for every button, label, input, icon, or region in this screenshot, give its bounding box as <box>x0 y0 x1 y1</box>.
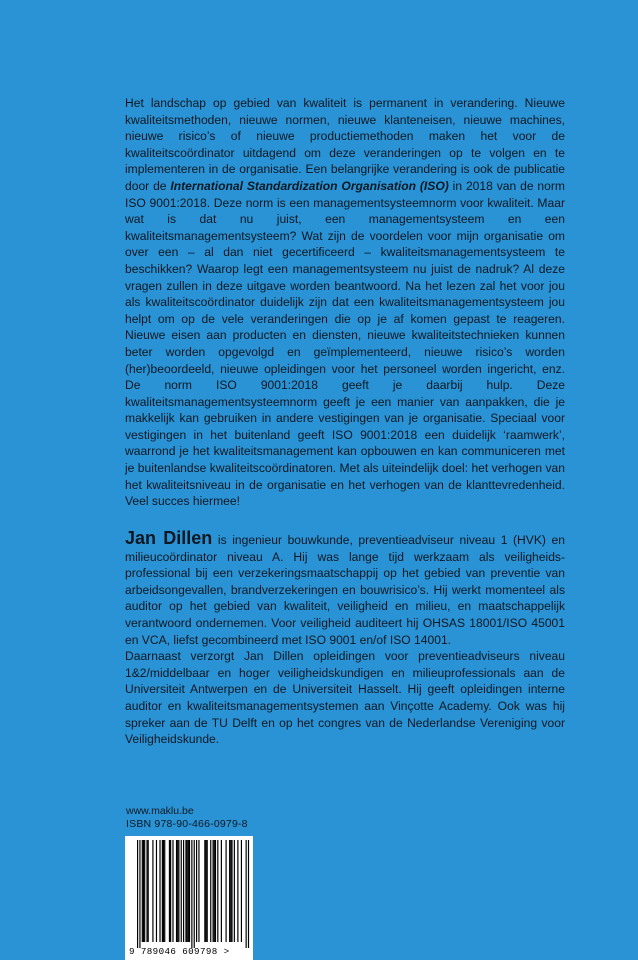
barcode-bar <box>246 840 247 948</box>
author-name: Jan Dillen <box>125 528 213 548</box>
barcode-bar <box>215 840 216 942</box>
barcode-bar <box>230 840 231 942</box>
isbn-label: ISBN 978-90-466-0979-8 <box>126 818 248 830</box>
barcode-bar <box>137 840 138 948</box>
barcode-bar <box>194 840 195 948</box>
barcode-bar <box>162 840 163 942</box>
barcode-bar <box>210 840 211 942</box>
barcode-bar <box>148 840 149 942</box>
barcode-bar <box>198 840 199 942</box>
barcode-bar <box>159 840 160 942</box>
blurb-text-part2: in 2018 van de norm ISO 9001:2018. Deze norm is een managementsysteemnorm voor kwaliteit. Maar wat is dat nu juist, een managementsysteem en een kwaliteitsmanagementsysteem? Wat zijn de voordelen voor mijn organisatie om over een – al dan niet gecertificeerd – kwaliteitsmanagementsysteem te beschikken? Waarop legt een managementsysteem nu juist de nadruk? Al deze vragen zullen in deze uitgave worden beantwoord. Na het lezen zal het voor jou als kwaliteitscoördinator duidelijk zijn dat een kwaliteitsmanagementsysteem jou helpt om op de vele veranderingen die op je af komen gepast te reageren. Nieuwe eisen aan producten en diensten, nieuwe kwaliteitstechnieken kunnen beter worden opgevolgd en geïmplementeerd, nieuwe risico’s worden (her)beoordeeld, nieuwe opleidingen voor het personeel worden ingericht, enz. De norm ISO 9001:2018 geeft je daarbij hulp. Deze kwaliteitsmanagementsysteemnorm geeft je een manier van aanpakken, die je makkelijk kan gebruiken in andere vestigingen van je organisatie. Speciaal voor vestigingen in het buitenland geeft ISO 9001:2018 een duidelijk ‘raamwerk’, waarrond je het kwaliteitsmanagement kan opbouwen en kan communiceren met je buitenlandse kwaliteitscoördinatoren. Met als uiteindelijk doel: het verhogen van het kwaliteitsniveau in de organisatie en het verhogen van de klanttevredenheid. Veel succes hiermee! <box>125 178 565 509</box>
barcode-bar <box>196 840 197 942</box>
barcode-bar <box>191 840 192 948</box>
barcode-bar <box>164 840 165 942</box>
barcode-bar <box>139 840 140 948</box>
barcode-bar <box>152 840 153 942</box>
barcode-bar <box>176 840 177 942</box>
barcode-bar <box>204 840 205 942</box>
barcode-bar <box>185 840 186 942</box>
barcode-bar <box>237 840 238 942</box>
barcode-bar <box>163 840 164 942</box>
barcode-bar <box>207 840 208 942</box>
barcode-bar <box>188 840 189 942</box>
back-cover-blurb <box>125 95 565 510</box>
barcode-bar <box>226 840 227 942</box>
barcode-bar <box>248 840 249 948</box>
barcode-bar <box>142 840 143 942</box>
barcode-bar <box>205 840 206 942</box>
barcode-bar <box>213 840 214 942</box>
barcode-number: 9 789046 609798 > <box>129 946 230 957</box>
bio-paragraph-1 <box>125 530 565 648</box>
bio-paragraph-2: Daarnaast verzorgt Jan Dillen opleidingen voor preventieadviseurs niveau 1&2/middelbaar en hoger veiligheidskundigen en milieuprofessionals aan de Universiteit Antwerpen en de Universiteit Hasselt. Hij geeft opleidingen interne auditor en kwaliteitsmanagementsystemen aan Vinçotte Academy. Ook was hij spreker aan de TU Delft en op het congres van de Nederlandse Vereniging voor Veiligheidskunde. <box>125 649 565 747</box>
barcode-bar <box>169 840 170 942</box>
barcode-bar <box>183 840 184 942</box>
bio-text-1: is ingenieur bouwkunde, preventieadviseur niveau 1 (HVK) en milieucoördinator niveau A. Hij was lange tijd werkzaam als veiligheidsprofessional bij een verzekeringsmaatschappij op het gebied van preventie van arbeidsongevallen, brandverzekeringen en bouwrisico’s. Hij werkt momenteel als auditor op het gebied van kwaliteit, veiligheid en milieu, en maatschappelijk verantwoord ondernemen. Voor veiligheid auditeert hij OHSAS 18001/ISO 45001 en VCA, liefst gecombineerd met ISO 9001 en/of ISO 14001. <box>125 533 566 647</box>
barcode-bar <box>146 840 147 942</box>
barcode-bar <box>229 840 230 942</box>
barcode-bar <box>234 840 235 942</box>
barcode-bar <box>170 840 171 942</box>
barcode-bar <box>144 840 145 942</box>
barcode-bar <box>231 840 232 942</box>
author-biography <box>125 530 565 748</box>
barcode-bar <box>241 840 242 942</box>
publisher-website[interactable]: www.maklu.be <box>126 805 194 817</box>
barcode-bar <box>189 840 190 942</box>
blurb-organisation-name: International Standardization Organisation (ISO) <box>170 178 449 193</box>
barcode-bar <box>172 840 173 942</box>
barcode-bar <box>177 840 178 942</box>
barcode-bar <box>187 840 188 942</box>
barcode-bar <box>214 840 215 942</box>
barcode-bar <box>143 840 144 942</box>
blurb-text-part1: Het landschap op gebied van kwaliteit is permanent in verandering. Nieuwe kwaliteitsmethoden, nieuwe normen, nieuwe klanteneisen, nieuwe machines, nieuwe risico’s of nieuwe productiemethoden maken het voor de kwaliteitscoördinator uitdagend om deze veranderingen op te volgen en te implementeren in de organisatie. Een belangrijke verandering is ook de publicatie door de <box>125 96 565 193</box>
barcode-bar <box>156 840 157 942</box>
barcode-bar <box>221 840 222 942</box>
barcode-bar <box>217 840 218 942</box>
barcode-bars <box>125 836 253 960</box>
barcode-bar <box>181 840 182 942</box>
barcode-bar <box>178 840 179 942</box>
barcode <box>125 836 253 960</box>
